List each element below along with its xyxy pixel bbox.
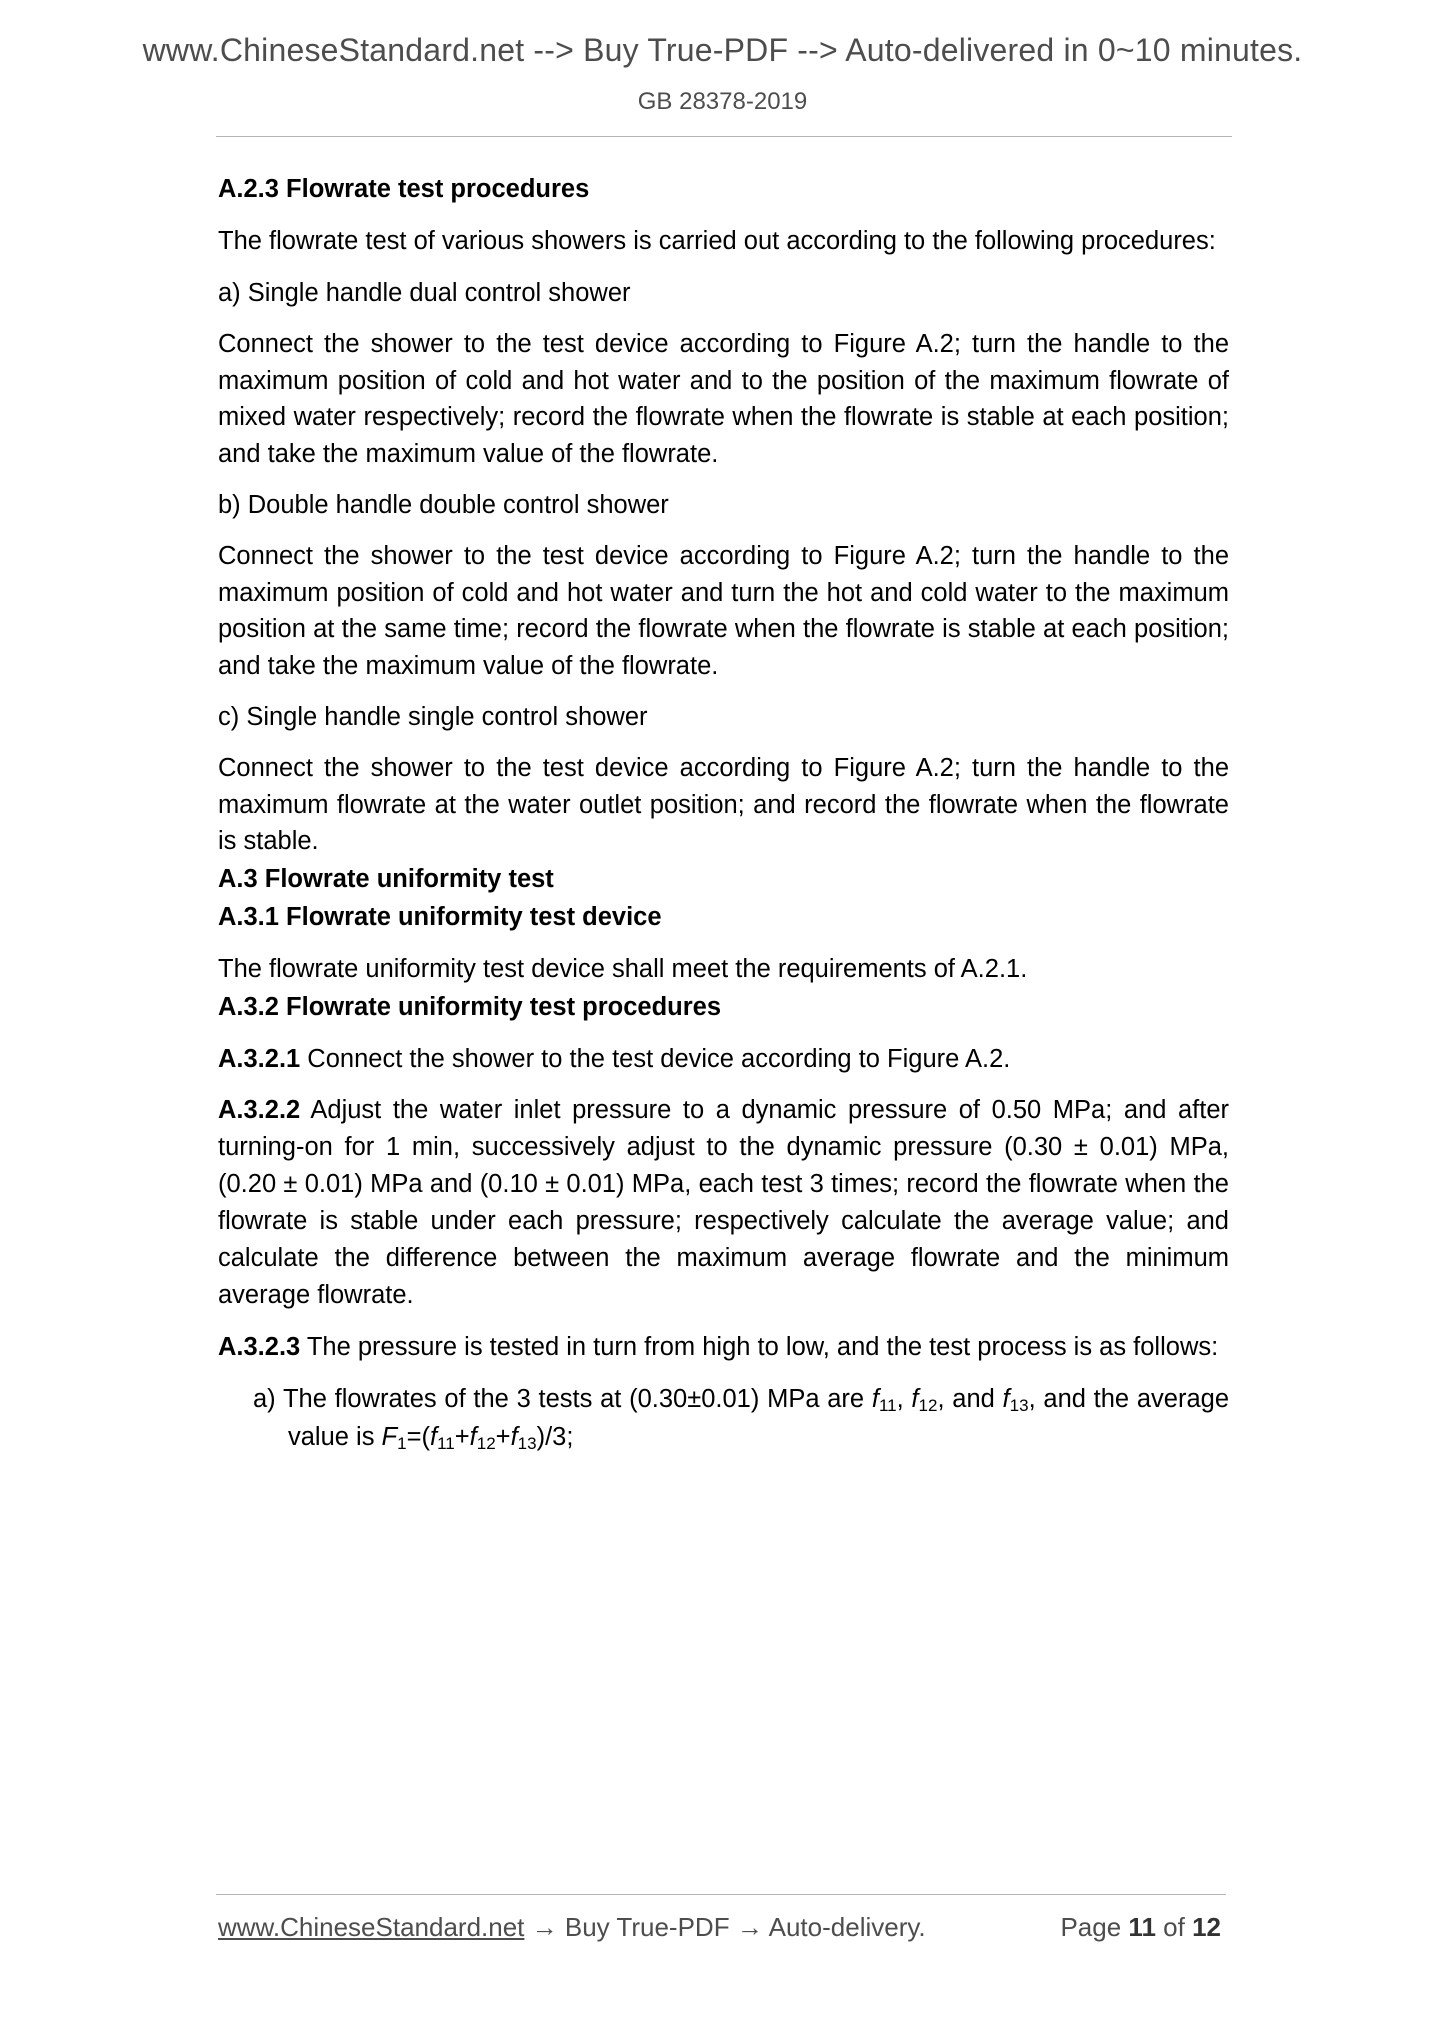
header-divider bbox=[216, 136, 1232, 137]
item-c-label: c) Single handle single control shower bbox=[218, 703, 648, 731]
page-indicator: Page 11 of 12 bbox=[1060, 1912, 1221, 1942]
page-current: 11 bbox=[1128, 1912, 1156, 1942]
clause-a321 bbox=[218, 1040, 1229, 1078]
section-a23-intro: The flowrate test of various showers is carried out according to the following procedures: bbox=[218, 227, 1216, 255]
item-b-text: Connect the shower to the test device according to Figure A.2; turn the handle to the maximum position of cold and hot water and turn the hot and cold water to the maximum position at the same time; record the flowrate when the flowrate is stable at each position; and take the maximum value of the flowrate. bbox=[218, 542, 1229, 680]
section-a31-heading: A.3.1 Flowrate uniformity test device bbox=[218, 902, 662, 931]
section-a3-heading: A.3 Flowrate uniformity test bbox=[218, 864, 554, 893]
section-a31-text: The flowrate uniformity test device shall meet the requirements of A.2.1. bbox=[218, 954, 1028, 983]
item-a-label: a) Single handle dual control shower bbox=[218, 279, 631, 307]
clause-a321-text: Connect the shower to the test device according to Figure A.2. bbox=[300, 1044, 1011, 1073]
footer-buy-text: Buy True-PDF bbox=[564, 1912, 730, 1942]
footer bbox=[218, 1912, 1221, 1943]
clause-a323 bbox=[218, 1328, 1229, 1366]
item-a-text: Connect the shower to the test device according to Figure A.2; turn the handle to the maximum position of cold and hot water and to the position of the maximum flowrate of mixed water respectively; record the flowrate when the flowrate is stable at each position; and take the maximum value of the flowrate. bbox=[218, 330, 1229, 468]
clause-a323-text: The pressure is tested in turn from high to low, and the test process is as follows: bbox=[300, 1332, 1219, 1361]
standard-number: GB 28378-2019 bbox=[637, 88, 808, 115]
clause-a322 bbox=[218, 1092, 1229, 1314]
arrow-right-icon: → bbox=[531, 1912, 558, 1942]
arrow-right-icon: → bbox=[736, 1912, 763, 1942]
clause-a322-number: A.3.2.2 bbox=[218, 1095, 301, 1124]
footer-divider bbox=[216, 1894, 1226, 1895]
clause-a323-item-a: a) The flowrates of the 3 tests at (0.30±0.01) MPa are $f_{11}$, $f_{12}$, and $f_{13}$, and the average value is $F_1=(f_{11}+f_{12}+f_{13})/3$; bbox=[253, 1384, 1230, 1453]
clause-a322-text: Adjust the water inlet pressure to a dynamic pressure of 0.50 MPa; and after turning-on for 1 min, successively adjust to the dynamic pressure (0.30 ± 0.01) MPa, (0.20 ± 0.01) MPa and (0.10 ± 0.01) MPa, each test 3 times; record the flowrate when the flowrate is stable under each pressure; respectively calculate the average value; and calculate the difference between the maximum average flowrate and the minimum average flowrate. bbox=[218, 1095, 1229, 1309]
footer-delivery-text: Auto-delivery. bbox=[768, 1912, 926, 1942]
header-banner[interactable]: www.ChineseStandard.net --> Buy True-PDF --> Auto-delivered in 0~10 minutes. bbox=[142, 32, 1303, 68]
item-c-text: Connect the shower to the test device according to Figure A.2; turn the handle to the maximum flowrate at the water outlet position; and record the flowrate when the flowrate is stable. bbox=[218, 754, 1229, 855]
section-a32-heading: A.3.2 Flowrate uniformity test procedures bbox=[218, 992, 722, 1021]
page-total: 12 bbox=[1192, 1912, 1221, 1942]
item-b-label: b) Double handle double control shower bbox=[218, 491, 669, 519]
section-a23-heading: A.2.3 Flowrate test procedures bbox=[218, 175, 590, 203]
footer-site-link[interactable]: www.ChineseStandard.net bbox=[218, 1912, 525, 1942]
clause-a323-number: A.3.2.3 bbox=[218, 1332, 301, 1361]
document-body bbox=[218, 170, 1229, 1456]
clause-a321-number: A.3.2.1 bbox=[218, 1044, 301, 1073]
